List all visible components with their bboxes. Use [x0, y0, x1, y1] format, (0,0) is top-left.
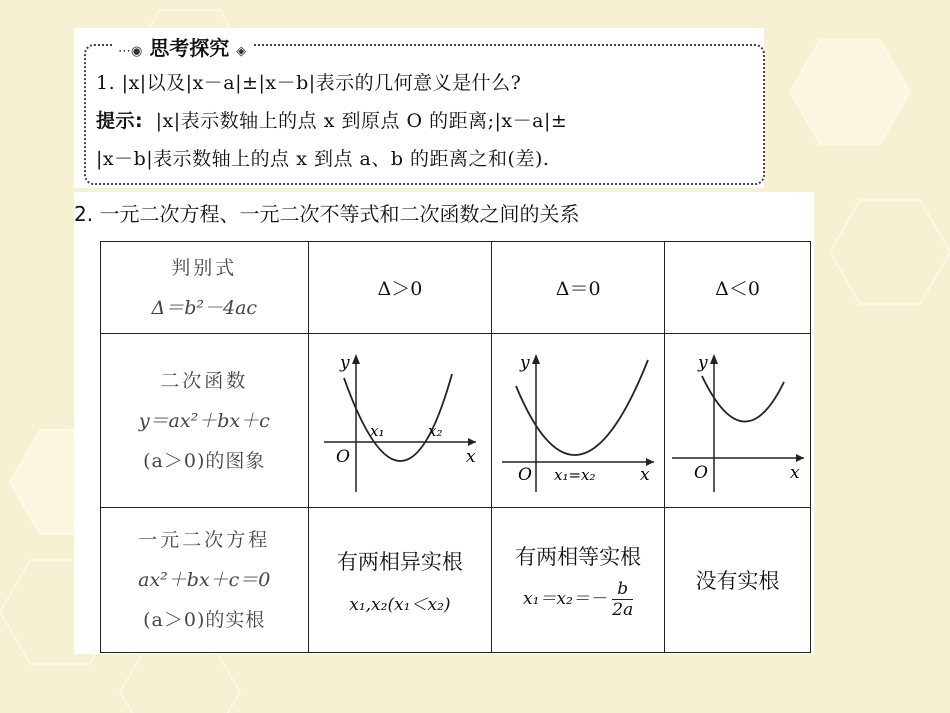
- root-x1-label: x₁: [369, 421, 385, 440]
- table-row-discriminant: [101, 242, 811, 334]
- think-title-text: 思考探究: [149, 36, 230, 60]
- y-axis-label: y: [520, 352, 530, 373]
- discriminant-label: 判别式: [171, 256, 238, 279]
- delta-zero-cell: Δ＝0: [492, 242, 665, 334]
- equal-roots-prefix: x₁＝x₂＝－: [523, 588, 607, 609]
- function-formula: y＝ax²＋bx＋c: [138, 409, 270, 432]
- parabola-two-roots-graph: [320, 346, 480, 496]
- equation-condition: (a＞0)的实根: [143, 609, 266, 631]
- question-1: 1. |x|以及|x－a|±|x－b|表示的几何意义是什么?: [96, 72, 522, 94]
- x-axis-label: x: [640, 464, 650, 485]
- two-equal-roots-formula: [492, 579, 664, 620]
- origin-label: O: [518, 464, 533, 485]
- graph-no-root-cell: [665, 334, 811, 508]
- y-axis-arrow-icon: [532, 354, 540, 364]
- hint-line-2: |x－b|表示数轴上的点 x 到点 a、b 的距离之和(差).: [96, 148, 550, 170]
- ornament-icon: ⋯◉: [118, 44, 143, 59]
- fraction-denominator: 2a: [612, 599, 634, 620]
- no-real-roots-cell: 没有实根: [665, 508, 811, 653]
- hint-line-1: [96, 106, 567, 133]
- hint-label: 提示:: [96, 110, 144, 132]
- function-condition: (a＞0)的图象: [143, 449, 266, 472]
- parabola-no-root-graph: [668, 346, 808, 496]
- delta-negative-cell: Δ＜0: [665, 242, 811, 334]
- two-distinct-roots-formula: x₁,x₂(x₁＜x₂): [349, 594, 451, 615]
- graph-two-roots-cell: [308, 334, 492, 508]
- y-axis-arrow-icon: [352, 354, 360, 364]
- table-row-roots: [101, 508, 811, 653]
- fraction-numerator: b: [612, 579, 633, 600]
- hint-text-1: |x|表示数轴上的点 x 到原点 O 的距离;|x－a|±: [155, 110, 568, 132]
- delta-positive-cell: Δ＞0: [308, 242, 492, 334]
- function-label: 二次函数: [160, 369, 249, 392]
- origin-label: O: [693, 462, 708, 483]
- parabola-one-root-graph: [498, 346, 658, 496]
- equation-label: 一元二次方程: [138, 529, 271, 551]
- two-distinct-roots-text: 有两相异实根: [336, 549, 463, 574]
- function-label-cell: [101, 334, 309, 508]
- two-equal-roots-cell: [492, 508, 665, 653]
- two-equal-roots-text: 有两相等实根: [515, 544, 642, 569]
- root-x2-label: x₂: [427, 421, 443, 440]
- discriminant-formula: Δ＝b²－4ac: [151, 296, 258, 319]
- x-axis-arrow-icon: [796, 454, 804, 462]
- equation-formula: ax²＋bx＋c＝0: [138, 569, 271, 591]
- y-axis-label: y: [339, 352, 350, 373]
- x-axis-label: x: [465, 446, 476, 467]
- think-title: [112, 32, 252, 61]
- parabola-curve: [344, 374, 452, 461]
- double-root-label: x₁=x₂: [554, 465, 596, 484]
- discriminant-label-cell: [101, 242, 309, 334]
- x-axis-arrow-icon: [468, 438, 476, 446]
- y-axis-label: y: [697, 352, 708, 373]
- relationship-table: [100, 241, 811, 653]
- ornament-icon: ◈: [236, 44, 247, 59]
- y-axis-arrow-icon: [710, 354, 718, 364]
- x-axis-label: x: [789, 462, 800, 483]
- table-row-function: [101, 334, 811, 508]
- graph-one-root-cell: [492, 334, 665, 508]
- origin-label: O: [335, 446, 350, 467]
- fraction: [612, 579, 633, 620]
- roots-label-cell: [101, 508, 309, 653]
- two-distinct-roots-cell: [308, 508, 492, 653]
- section-2-title: 2. 一元二次方程、一元二次不等式和二次函数之间的关系: [74, 202, 580, 226]
